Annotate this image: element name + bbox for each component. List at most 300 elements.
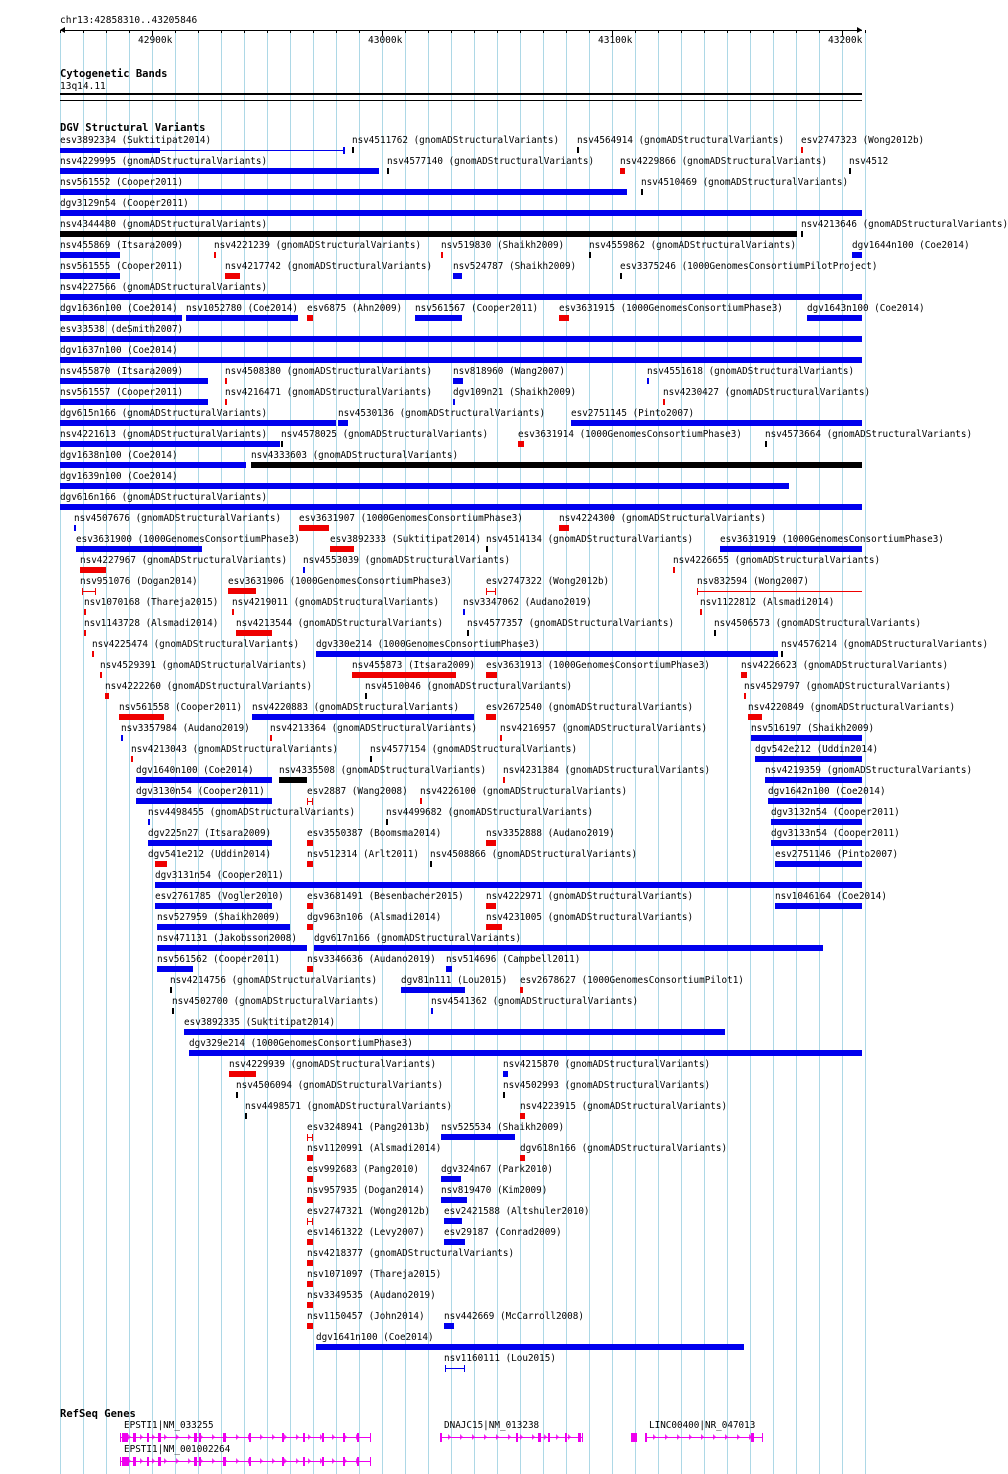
feature-bar[interactable]: [503, 1071, 508, 1077]
feature-label[interactable]: nsv4219011 (gnomADStructuralVariants): [232, 597, 440, 608]
gene-exon[interactable]: [282, 1433, 284, 1442]
feature-bar[interactable]: [520, 1113, 525, 1119]
feature-bar[interactable]: [148, 840, 272, 846]
feature-bar[interactable]: [307, 840, 313, 846]
feature-bar[interactable]: [720, 546, 862, 552]
feature-label[interactable]: nsv4499682 (gnomADStructuralVariants): [386, 807, 594, 818]
gene-exon[interactable]: [751, 1433, 754, 1442]
feature-bar[interactable]: [299, 525, 329, 531]
feature-bar[interactable]: [100, 672, 102, 678]
feature-label[interactable]: dgv541e212 (Uddin2014): [148, 849, 272, 860]
feature-label[interactable]: nsv527959 (Shaikh2009): [157, 912, 281, 923]
feature-label[interactable]: dgv1636n100 (Coe2014): [60, 303, 178, 314]
feature-label[interactable]: nsv4225474 (gnomADStructuralVariants): [92, 639, 300, 650]
feature-label[interactable]: esv2672540 (gnomADStructuralVariants): [486, 702, 694, 713]
feature-bar[interactable]: [225, 378, 227, 384]
feature-bar[interactable]: [401, 987, 465, 993]
feature-bar[interactable]: [486, 840, 496, 846]
feature-bar[interactable]: [370, 756, 372, 762]
feature-bar[interactable]: [486, 714, 496, 720]
feature-label[interactable]: nsv4529391 (gnomADStructuralVariants): [100, 660, 308, 671]
gene-exon[interactable]: [147, 1433, 149, 1442]
feature-label[interactable]: esv3631900 (1000GenomesConsortiumPhase3): [76, 534, 300, 545]
feature-label[interactable]: nsv4223915 (gnomADStructuralVariants): [520, 1101, 728, 1112]
feature-bar[interactable]: [352, 147, 354, 153]
feature-bar[interactable]: [119, 714, 164, 720]
ruler-right-arrow-icon[interactable]: [857, 27, 862, 33]
feature-label[interactable]: nsv4229939 (gnomADStructuralVariants): [229, 1059, 437, 1070]
feature-bar[interactable]: [781, 651, 783, 657]
feature-label[interactable]: nsv832594 (Wong2007): [697, 576, 809, 587]
feature-bar[interactable]: [225, 399, 227, 405]
cytoband-track-title[interactable]: Cytogenetic Bands: [60, 68, 168, 80]
feature-label[interactable]: esv3892333 (Suktitipat2014): [330, 534, 482, 545]
feature-label[interactable]: nsv561562 (Cooper2011): [157, 954, 281, 965]
feature-label[interactable]: dgv963n106 (Alsmadi2014): [307, 912, 442, 923]
feature-label[interactable]: dgv3131n54 (Cooper2011): [155, 870, 284, 881]
feature-bar[interactable]: [486, 903, 496, 909]
feature-bar[interactable]: [60, 148, 160, 153]
feature-label[interactable]: esv3375246 (1000GenomesConsortiumPilotProject): [620, 261, 878, 272]
feature-bar[interactable]: [801, 147, 803, 153]
feature-label[interactable]: nsv4222971 (gnomADStructuralVariants): [486, 891, 694, 902]
feature-label[interactable]: dgv225n27 (Itsara2009): [148, 828, 272, 839]
feature-label[interactable]: nsv4333603 (gnomADStructuralVariants): [251, 450, 459, 461]
gene-exon[interactable]: [578, 1433, 581, 1442]
feature-bar[interactable]: [453, 399, 455, 405]
feature-label[interactable]: nsv4216957 (gnomADStructuralVariants): [500, 723, 708, 734]
feature-label[interactable]: nsv512314 (Arlt2011): [307, 849, 419, 860]
gene-exon[interactable]: [223, 1433, 226, 1442]
gene-exon[interactable]: [322, 1457, 324, 1466]
feature-label[interactable]: nsv4530136 (gnomADStructuralVariants): [338, 408, 546, 419]
feature-label[interactable]: esv2678627 (1000GenomesConsortiumPilot1): [520, 975, 744, 986]
feature-label[interactable]: esv3550387 (Boomsma2014): [307, 828, 442, 839]
feature-bar[interactable]: [186, 315, 298, 321]
feature-label[interactable]: nsv4231005 (gnomADStructuralVariants): [486, 912, 694, 923]
feature-label[interactable]: nsv4506573 (gnomADStructuralVariants): [714, 618, 922, 629]
feature-label[interactable]: esv2751146 (Pinto2007): [775, 849, 899, 860]
gene-exon[interactable]: [199, 1457, 201, 1466]
feature-label[interactable]: nsv3349535 (Audano2019): [307, 1290, 436, 1301]
feature-label[interactable]: nsv4226655 (gnomADStructuralVariants): [673, 555, 881, 566]
feature-label[interactable]: nsv4578025 (gnomADStructuralVariants): [281, 429, 489, 440]
gene-exon[interactable]: [440, 1433, 442, 1442]
feature-bar[interactable]: [420, 798, 422, 804]
feature-label[interactable]: nsv455869 (Itsara2009): [60, 240, 184, 251]
gene-exon[interactable]: [158, 1457, 161, 1466]
feature-label[interactable]: nsv3346636 (Audano2019): [307, 954, 436, 965]
feature-bar[interactable]: [697, 591, 862, 592]
feature-label[interactable]: nsv4224300 (gnomADStructuralVariants): [559, 513, 767, 524]
feature-label[interactable]: nsv4231384 (gnomADStructuralVariants): [503, 765, 711, 776]
feature-bar[interactable]: [307, 924, 313, 930]
gene-exon[interactable]: [194, 1457, 197, 1466]
feature-label[interactable]: esv3248941 (Pang2013b): [307, 1122, 431, 1133]
feature-bar[interactable]: [768, 798, 862, 804]
feature-label[interactable]: nsv4227967 (gnomADStructuralVariants): [80, 555, 288, 566]
feature-label[interactable]: nsv4498571 (gnomADStructuralVariants): [245, 1101, 453, 1112]
feature-bar[interactable]: [84, 609, 86, 615]
feature-bar[interactable]: [520, 987, 523, 993]
gene-exon[interactable]: [199, 1433, 201, 1442]
feature-bar[interactable]: [60, 189, 627, 195]
feature-label[interactable]: dgv617n166 (gnomADStructuralVariants): [314, 933, 522, 944]
feature-bar[interactable]: [155, 882, 862, 888]
feature-label[interactable]: dgv1639n100 (Coe2014): [60, 471, 178, 482]
feature-label[interactable]: dgv1638n100 (Coe2014): [60, 450, 178, 461]
gene-label[interactable]: EPSTI1|NM_033255: [124, 1420, 214, 1431]
feature-label[interactable]: nsv516197 (Shaikh2009): [751, 723, 875, 734]
feature-bar[interactable]: [279, 777, 307, 783]
feature-bar[interactable]: [486, 546, 488, 552]
feature-bar[interactable]: [431, 1008, 433, 1014]
feature-label[interactable]: esv2747322 (Wong2012b): [486, 576, 610, 587]
feature-bar[interactable]: [641, 189, 643, 195]
feature-label[interactable]: nsv1046164 (Coe2014): [775, 891, 887, 902]
feature-bar[interactable]: [184, 1029, 725, 1035]
feature-label[interactable]: nsv4507676 (gnomADStructuralVariants): [74, 513, 282, 524]
gene-exon[interactable]: [282, 1457, 284, 1466]
feature-bar[interactable]: [214, 252, 216, 258]
gene-exon[interactable]: [538, 1433, 541, 1442]
feature-label[interactable]: nsv561552 (Cooper2011): [60, 177, 184, 188]
feature-bar[interactable]: [852, 252, 862, 258]
feature-bar[interactable]: [559, 525, 569, 531]
feature-label[interactable]: dgv1637n100 (Coe2014): [60, 345, 178, 356]
feature-label[interactable]: nsv561558 (Cooper2011): [119, 702, 243, 713]
gene-exon[interactable]: [158, 1433, 161, 1442]
feature-label[interactable]: nsv514696 (Campbell2011): [446, 954, 581, 965]
feature-label[interactable]: dgv3129n54 (Cooper2011): [60, 198, 189, 209]
feature-bar[interactable]: [60, 210, 862, 216]
feature-bar[interactable]: [157, 945, 307, 951]
feature-bar[interactable]: [571, 420, 862, 426]
feature-bar[interactable]: [60, 378, 208, 384]
feature-label[interactable]: nsv4553039 (gnomADStructuralVariants): [303, 555, 511, 566]
feature-label[interactable]: nsv4514134 (gnomADStructuralVariants): [486, 534, 694, 545]
feature-label[interactable]: nsv4213364 (gnomADStructuralVariants): [270, 723, 478, 734]
feature-bar[interactable]: [453, 273, 462, 279]
feature-label[interactable]: dgv324n67 (Park2010): [441, 1164, 553, 1175]
feature-label[interactable]: nsv4508380 (gnomADStructuralVariants): [225, 366, 433, 377]
feature-bar[interactable]: [518, 441, 524, 447]
feature-bar[interactable]: [441, 1134, 515, 1140]
feature-label[interactable]: dgv615n166 (gnomADStructuralVariants): [60, 408, 268, 419]
feature-label[interactable]: nsv561557 (Cooper2011): [60, 387, 184, 398]
feature-bar[interactable]: [307, 1176, 313, 1182]
feature-label[interactable]: dgv1642n100 (Coe2014): [768, 786, 886, 797]
feature-bar[interactable]: [801, 231, 803, 237]
feature-bar[interactable]: [771, 840, 862, 846]
feature-label[interactable]: nsv4226100 (gnomADStructuralVariants): [420, 786, 628, 797]
feature-bar[interactable]: [387, 168, 389, 174]
feature-label[interactable]: dgv329e214 (1000GenomesConsortiumPhase3): [189, 1038, 413, 1049]
feature-label[interactable]: nsv4218377 (gnomADStructuralVariants): [307, 1248, 515, 1259]
feature-bar[interactable]: [748, 714, 762, 720]
feature-label[interactable]: dgv1641n100 (Coe2014): [316, 1332, 434, 1343]
feature-label[interactable]: nsv1150457 (John2014): [307, 1311, 425, 1322]
feature-bar[interactable]: [620, 273, 622, 279]
feature-bar[interactable]: [60, 168, 379, 174]
gene-exon[interactable]: [631, 1433, 637, 1442]
gene-exon[interactable]: [133, 1457, 136, 1466]
feature-bar[interactable]: [307, 1260, 313, 1266]
feature-label[interactable]: nsv4222260 (gnomADStructuralVariants): [105, 681, 313, 692]
feature-bar[interactable]: [673, 567, 675, 573]
feature-label[interactable]: dgv616n166 (gnomADStructuralVariants): [60, 492, 268, 503]
feature-label[interactable]: nsv4220883 (gnomADStructuralVariants): [252, 702, 460, 713]
feature-bar[interactable]: [307, 1302, 313, 1308]
feature-bar[interactable]: [446, 966, 452, 972]
feature-label[interactable]: nsv4541362 (gnomADStructuralVariants): [431, 996, 639, 1007]
feature-bar[interactable]: [84, 630, 86, 636]
feature-bar[interactable]: [714, 630, 716, 636]
feature-bar[interactable]: [765, 441, 767, 447]
gene-exon[interactable]: [357, 1457, 359, 1466]
feature-bar[interactable]: [307, 903, 313, 909]
feature-bar[interactable]: [229, 1071, 256, 1077]
feature-bar[interactable]: [157, 924, 290, 930]
feature-label[interactable]: nsv561555 (Cooper2011): [60, 261, 184, 272]
feature-label[interactable]: nsv4573664 (gnomADStructuralVariants): [765, 429, 973, 440]
feature-bar[interactable]: [430, 861, 432, 867]
gene-exon[interactable]: [516, 1433, 518, 1442]
feature-label[interactable]: dgv330e214 (1000GenomesConsortiumPhase3): [316, 639, 540, 650]
feature-label[interactable]: esv3631906 (1000GenomesConsortiumPhase3): [228, 576, 452, 587]
feature-label[interactable]: dgv81n111 (Lou2015): [401, 975, 508, 986]
feature-bar[interactable]: [82, 591, 96, 592]
feature-label[interactable]: nsv561567 (Cooper2011): [415, 303, 539, 314]
refseq-track-title[interactable]: RefSeq Genes: [60, 1408, 136, 1420]
feature-label[interactable]: esv2747323 (Wong2012b): [801, 135, 925, 146]
feature-bar[interactable]: [771, 819, 862, 825]
feature-bar[interactable]: [520, 1155, 525, 1161]
feature-label[interactable]: esv3681491 (Besenbacher2015): [307, 891, 464, 902]
feature-label[interactable]: nsv4577140 (gnomADStructuralVariants): [387, 156, 595, 167]
feature-bar[interactable]: [148, 819, 150, 825]
feature-label[interactable]: nsv819470 (Kim2009): [441, 1185, 548, 1196]
gene-exon[interactable]: [147, 1457, 149, 1466]
feature-bar[interactable]: [415, 315, 462, 321]
feature-label[interactable]: nsv4221239 (gnomADStructuralVariants): [214, 240, 422, 251]
feature-bar[interactable]: [307, 861, 313, 867]
feature-label[interactable]: nsv455870 (Itsara2009): [60, 366, 184, 377]
feature-bar[interactable]: [157, 966, 193, 972]
feature-label[interactable]: nsv4551618 (gnomADStructuralVariants): [647, 366, 855, 377]
feature-bar[interactable]: [330, 546, 354, 552]
feature-bar[interactable]: [92, 651, 94, 657]
feature-label[interactable]: esv2747321 (Wong2012b): [307, 1206, 431, 1217]
feature-label[interactable]: nsv4219359 (gnomADStructuralVariants): [765, 765, 973, 776]
cytoband-bar[interactable]: [60, 93, 862, 95]
feature-bar[interactable]: [60, 231, 797, 237]
feature-bar[interactable]: [236, 630, 272, 636]
feature-label[interactable]: nsv3347062 (Audano2019): [463, 597, 592, 608]
feature-bar[interactable]: [303, 567, 305, 573]
feature-bar[interactable]: [620, 168, 625, 174]
feature-label[interactable]: nsv1070168 (Thareja2015): [84, 597, 219, 608]
feature-label[interactable]: nsv1160111 (Lou2015): [444, 1353, 556, 1364]
feature-bar[interactable]: [589, 252, 591, 258]
feature-label[interactable]: nsv1071097 (Thareja2015): [307, 1269, 442, 1280]
feature-label[interactable]: nsv4213646 (gnomADStructuralVariants): [801, 219, 1008, 230]
feature-label[interactable]: nsv4502993 (gnomADStructuralVariants): [503, 1080, 711, 1091]
feature-label[interactable]: nsv4577357 (gnomADStructuralVariants): [467, 618, 675, 629]
feature-label[interactable]: dgv542e212 (Uddin2014): [755, 744, 879, 755]
gene-exon[interactable]: [303, 1433, 305, 1442]
feature-label[interactable]: nsv4227566 (gnomADStructuralVariants): [60, 282, 268, 293]
gene-exon[interactable]: [357, 1433, 359, 1442]
feature-label[interactable]: nsv4502700 (gnomADStructuralVariants): [172, 996, 380, 1007]
feature-label[interactable]: esv6875 (Ahn2009): [307, 303, 403, 314]
gene-exon[interactable]: [122, 1433, 128, 1442]
feature-label[interactable]: esv3631914 (1000GenomesConsortiumPhase3): [518, 429, 742, 440]
feature-bar[interactable]: [744, 693, 746, 699]
feature-bar[interactable]: [486, 672, 497, 678]
gene-exon[interactable]: [343, 1433, 345, 1442]
feature-bar[interactable]: [775, 903, 862, 909]
feature-label[interactable]: nsv4215870 (gnomADStructuralVariants): [503, 1059, 711, 1070]
feature-bar[interactable]: [486, 924, 502, 930]
feature-bar[interactable]: [503, 777, 505, 783]
gene-exon[interactable]: [249, 1433, 251, 1442]
feature-label[interactable]: esv3631915 (1000GenomesConsortiumPhase3): [559, 303, 783, 314]
feature-bar[interactable]: [252, 714, 474, 720]
feature-label[interactable]: nsv519830 (Shaikh2009): [441, 240, 565, 251]
feature-label[interactable]: nsv4344480 (gnomADStructuralVariants): [60, 219, 268, 230]
feature-bar[interactable]: [386, 819, 388, 825]
feature-label[interactable]: nsv3357984 (Audano2019): [121, 723, 250, 734]
feature-label[interactable]: esv2887 (Wang2008): [307, 786, 408, 797]
feature-label[interactable]: nsv4510046 (gnomADStructuralVariants): [365, 681, 573, 692]
gene-label[interactable]: EPSTI1|NM_001002264: [124, 1444, 231, 1455]
feature-bar[interactable]: [316, 651, 778, 657]
feature-bar[interactable]: [60, 462, 246, 468]
feature-label[interactable]: nsv4217742 (gnomADStructuralVariants): [225, 261, 433, 272]
feature-label[interactable]: esv2421588 (Altshuler2010): [444, 1206, 590, 1217]
feature-bar[interactable]: [281, 441, 283, 447]
feature-label[interactable]: nsv4230427 (gnomADStructuralVariants): [663, 387, 871, 398]
feature-label[interactable]: dgv1640n100 (Coe2014): [136, 765, 254, 776]
gene-exon[interactable]: [303, 1457, 305, 1466]
feature-bar[interactable]: [121, 735, 123, 741]
feature-label[interactable]: dgv1644n100 (Coe2014): [852, 240, 970, 251]
feature-bar[interactable]: [314, 945, 823, 951]
feature-bar[interactable]: [60, 294, 862, 300]
feature-label[interactable]: nsv957935 (Dogan2014): [307, 1185, 425, 1196]
feature-label[interactable]: esv2751145 (Pinto2007): [571, 408, 695, 419]
feature-bar[interactable]: [500, 735, 502, 741]
gene-exon[interactable]: [249, 1457, 251, 1466]
feature-bar[interactable]: [441, 252, 443, 258]
gene-label[interactable]: LINC00400|NR_047013: [649, 1420, 756, 1431]
feature-bar[interactable]: [765, 777, 862, 783]
feature-label[interactable]: esv3892334 (Suktitipat2014): [60, 135, 212, 146]
feature-label[interactable]: esv3631913 (1000GenomesConsortiumPhase3): [486, 660, 710, 671]
feature-label[interactable]: nsv4512: [849, 156, 889, 167]
feature-label[interactable]: dgv618n166 (gnomADStructuralVariants): [520, 1143, 728, 1154]
feature-label[interactable]: nsv4576214 (gnomADStructuralVariants): [781, 639, 989, 650]
feature-bar[interactable]: [307, 1281, 313, 1287]
feature-label[interactable]: nsv4221613 (gnomADStructuralVariants): [60, 429, 268, 440]
feature-label[interactable]: nsv442669 (McCarroll2008): [444, 1311, 584, 1322]
feature-bar[interactable]: [155, 861, 167, 867]
feature-bar[interactable]: [228, 588, 256, 594]
feature-label[interactable]: nsv4508866 (gnomADStructuralVariants): [430, 849, 638, 860]
feature-bar[interactable]: [251, 462, 862, 468]
feature-label[interactable]: nsv4214756 (gnomADStructuralVariants): [170, 975, 378, 986]
feature-label[interactable]: dgv1643n100 (Coe2014): [807, 303, 925, 314]
feature-bar[interactable]: [80, 567, 106, 573]
feature-label[interactable]: nsv4506094 (gnomADStructuralVariants): [236, 1080, 444, 1091]
feature-bar[interactable]: [444, 1323, 454, 1329]
feature-label[interactable]: nsv4510469 (gnomADStructuralVariants): [641, 177, 849, 188]
feature-bar[interactable]: [60, 273, 120, 279]
feature-label[interactable]: nsv4213544 (gnomADStructuralVariants): [236, 618, 444, 629]
feature-label[interactable]: dgv3133n54 (Cooper2011): [771, 828, 900, 839]
feature-bar[interactable]: [172, 1008, 174, 1014]
feature-label[interactable]: nsv4564914 (gnomADStructuralVariants): [577, 135, 785, 146]
feature-bar[interactable]: [60, 357, 862, 363]
feature-bar[interactable]: [225, 273, 240, 279]
feature-label[interactable]: nsv4216471 (gnomADStructuralVariants): [225, 387, 433, 398]
feature-label[interactable]: esv2761785 (Vogler2010): [155, 891, 284, 902]
feature-label[interactable]: nsv4229866 (gnomADStructuralVariants): [620, 156, 828, 167]
feature-label[interactable]: nsv455873 (Itsara2009): [352, 660, 476, 671]
feature-bar[interactable]: [60, 336, 862, 342]
feature-bar[interactable]: [755, 756, 862, 762]
feature-bar[interactable]: [136, 777, 272, 783]
feature-label[interactable]: nsv1143728 (Alsmadi2014): [84, 618, 219, 629]
feature-label[interactable]: nsv525534 (Shaikh2009): [441, 1122, 565, 1133]
gene-label[interactable]: DNAJC15|NM_013238: [444, 1420, 540, 1431]
feature-bar[interactable]: [445, 1368, 465, 1369]
feature-bar[interactable]: [74, 525, 76, 531]
feature-bar[interactable]: [60, 420, 336, 426]
feature-bar[interactable]: [236, 1092, 238, 1098]
feature-bar[interactable]: [60, 399, 208, 405]
gene-exon[interactable]: [133, 1433, 136, 1442]
feature-label[interactable]: esv3631907 (1000GenomesConsortiumPhase3): [299, 513, 523, 524]
feature-bar[interactable]: [76, 546, 202, 552]
feature-bar[interactable]: [307, 1155, 313, 1161]
gene-exon[interactable]: [223, 1457, 226, 1466]
feature-bar[interactable]: [577, 147, 579, 153]
feature-bar[interactable]: [441, 1176, 461, 1182]
feature-label[interactable]: nsv4498455 (gnomADStructuralVariants): [148, 807, 356, 818]
feature-label[interactable]: esv992683 (Pang2010): [307, 1164, 419, 1175]
feature-bar[interactable]: [316, 1344, 744, 1350]
feature-label[interactable]: esv3631919 (1000GenomesConsortiumPhase3): [720, 534, 944, 545]
feature-label[interactable]: nsv4577154 (gnomADStructuralVariants): [370, 744, 578, 755]
feature-label[interactable]: dgv3132n54 (Cooper2011): [771, 807, 900, 818]
feature-label[interactable]: nsv4220849 (gnomADStructuralVariants): [748, 702, 956, 713]
feature-bar[interactable]: [559, 315, 569, 321]
gene-exon[interactable]: [122, 1457, 129, 1466]
feature-bar[interactable]: [60, 483, 789, 489]
feature-bar[interactable]: [60, 504, 862, 510]
feature-bar[interactable]: [700, 609, 702, 615]
feature-label[interactable]: nsv4213043 (gnomADStructuralVariants): [131, 744, 339, 755]
feature-bar[interactable]: [444, 1218, 462, 1224]
feature-bar[interactable]: [60, 315, 182, 321]
gene-exon[interactable]: [645, 1433, 647, 1442]
feature-bar[interactable]: [170, 987, 172, 993]
feature-bar[interactable]: [155, 903, 272, 909]
feature-label[interactable]: nsv4226623 (gnomADStructuralVariants): [741, 660, 949, 671]
feature-bar[interactable]: [307, 1239, 313, 1245]
